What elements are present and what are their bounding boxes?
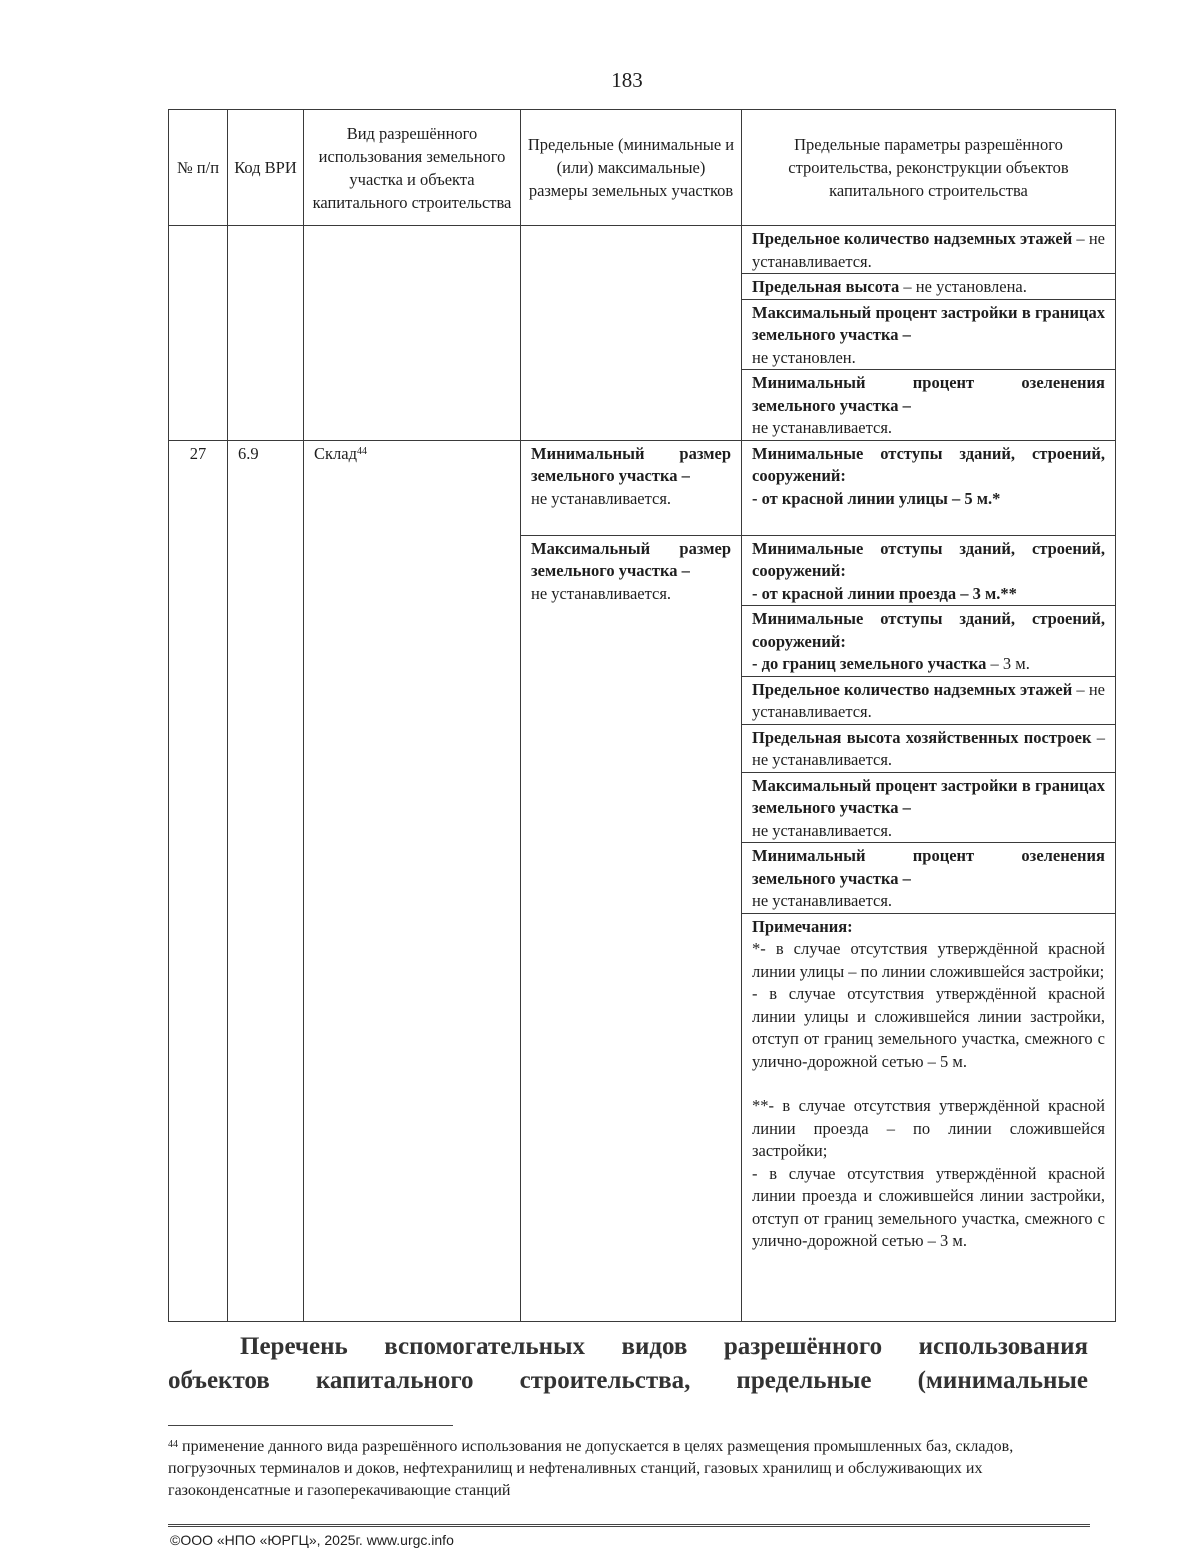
prev-type-cell [304,226,521,441]
param-cell [742,676,1116,724]
param-cell [742,440,1116,535]
size-min-title: Минимальный размер земельного участка – [531,443,731,485]
row-num: 27 [189,443,207,463]
footer-copyright: ©ООО «НПО «ЮРГЦ», 2025г. www.urgc.info [170,1532,454,1548]
param-value: – не устанавливается. [752,727,1106,769]
header-num: № п/п [169,110,228,226]
regulations-table [168,109,1116,1322]
header-code: Код ВРИ [228,110,304,226]
footnote [168,1436,1098,1502]
param-value: – не установлена. [899,277,1027,296]
param-value-bold: - до границ земельного участка [752,654,987,673]
param-value: - от красной линии улицы – 5 м.* [752,488,1001,508]
param-cell [742,274,1116,300]
param-title: Минимальные отступы зданий, строений, сооружений: [752,609,1105,651]
header-params: Предельные параметры разрешённого строительства, реконструкции объектов капитального строительства [742,110,1116,226]
param-title: Минимальные отступы зданий, строений, сооружений: [752,443,1105,485]
note-item: - в случае отсутствия утверждённой красной линии проезда и сложившейся линии застройки, отступ от границ земельного участка, смежного с улично-дорожной сетью – 3 м. [752,1163,1105,1250]
heading-line-2: объектов капитального строительства, предельные (минимальные [168,1367,1088,1394]
footer-separator [168,1524,1090,1529]
param-value: не устанавливается. [752,820,893,840]
table-row [169,440,1116,535]
prev-sizes-cell [521,226,742,441]
size-min-value: не устанавливается. [531,488,672,508]
notes-title: Примечания: [752,916,853,936]
footnote-text: применение данного вида разрешённого использования не допускается в целях размещения промышленных баз, складов, погрузочных терминалов и доков, нефтехранилищ и нефтеналивных станций, газовых хранилищ и обслуживающих их газоконденсатные и газоперекачивающие станций [168,1438,1014,1499]
prev-num-cell [169,226,228,441]
row-code: 6.9 [238,443,259,463]
notes-cell [742,913,1116,1321]
param-title: Минимальные отступы зданий, строений, сооружений: [752,538,1105,580]
footnote-ref: 44 [356,445,367,457]
table-header-row [169,110,1116,226]
param-value: – не устанавливается. [752,679,1105,721]
param-title: Предельная высота [752,277,900,296]
row-type-cell [304,440,521,1321]
header-sizes: Предельные (минимальные и (или) максимальные) размеры земельных участков [521,110,742,226]
param-cell [742,370,1116,441]
size-max-title: Максимальный размер земельного участка – [531,538,731,580]
param-cell [742,843,1116,914]
page-number: 183 [611,68,643,92]
prev-code-cell [228,226,304,441]
param-value: не устанавливается. [752,418,893,437]
row-code-cell [228,440,304,1321]
param-cell [742,535,1116,606]
param-title: Предельное количество надземных этажей [752,229,1073,248]
size-max-value: не устанавливается. [531,583,672,603]
param-cell [742,724,1116,772]
note-item: - в случае отсутствия утверждённой красной линии улицы и сложившейся линии застройки, отступ от границ земельного участка, смежного с улично-дорожной сетью – 5 м. [752,984,1105,1071]
param-title: Предельная высота хозяйственных построек [752,727,1092,747]
footnote-number: 44 [168,1439,178,1450]
row-num-cell [169,440,228,1321]
footnote-separator [168,1425,453,1426]
header-type: Вид разрешённого использования земельного участка и объекта капитального строительства [304,110,521,226]
row-type: Склад [314,443,357,463]
heading-line-1: Перечень вспомогательных видов разрешённого использования [240,1333,1088,1360]
param-title: Максимальный процент застройки в границах земельного участка – [752,775,1105,817]
param-title: Предельное количество надземных этажей [752,679,1073,699]
param-title: Минимальный процент озеленения земельного участка – [752,373,1105,415]
table-row [169,226,1116,274]
param-cell [742,772,1116,843]
param-cell [742,299,1116,370]
param-value: - от красной линии проезда – 3 м.** [752,583,1017,603]
param-value: – не устанавливается. [752,229,1105,271]
size-min-cell [521,440,742,535]
size-max-cell [521,535,742,1321]
param-title: Минимальный процент озеленения земельного участка – [752,846,1105,888]
param-title: Максимальный процент застройки в границах земельного участка – [752,302,1105,344]
note-item: *- в случае отсутствия утверждённой красной линии улицы – по линии сложившейся застройки; [752,939,1105,981]
param-cell [742,226,1116,274]
param-value: не установлен. [752,347,856,367]
section-heading [168,1330,1088,1398]
param-value: – 3 м. [986,654,1030,673]
param-cell [742,606,1116,677]
note-item: **- в случае отсутствия утверждённой красной линии проезда – по линии сложившейся застройки; [752,1096,1105,1160]
param-value: не устанавливается. [752,891,893,910]
